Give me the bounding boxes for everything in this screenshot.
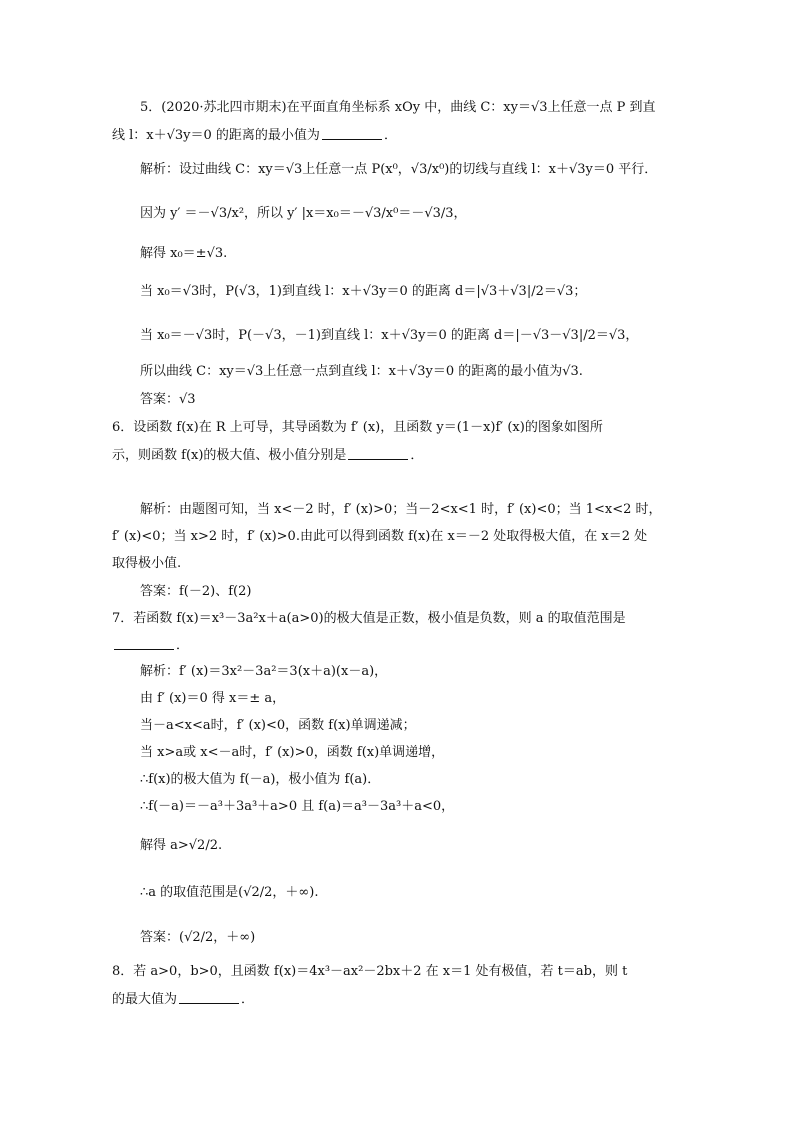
answer-blank[interactable] <box>114 637 174 650</box>
q6-answer: 答案：f(－2)、f(2) <box>140 584 252 599</box>
q5-analysis6: 所以曲线 C：xy＝√3上任意一点到直线 l：x＋√3y＝0 的距离的最小值为√3. <box>140 364 583 379</box>
q5-line2 <box>112 126 397 146</box>
q6-line1: 6．设函数 f(x)在 R 上可导，其导函数为 f′ (x)，且函数 y＝(1－x)f′ (x)的图象如图所 <box>112 420 603 435</box>
q6-analysis3: 取得极小值. <box>112 556 182 571</box>
q5-line2-text: 线 l：x＋√3y＝0 的距离的最小值为 <box>112 128 320 143</box>
q5-analysis2: 因为 y′ ＝－√3/x²，所以 y′ |x＝x₀＝－√3/x⁰＝－√3/3， <box>140 206 467 221</box>
q7-line2 <box>112 636 189 656</box>
q7-analysis4: 当 x>a或 x<－a时，f′ (x)>0，函数 f(x)单调递增， <box>140 745 445 760</box>
q6-line2 <box>112 446 423 466</box>
q8-line2-text: 的最大值为 <box>112 992 178 1007</box>
q5-analysis1: 解析：设过曲线 C：xy＝√3上任意一点 P(x⁰，√3/x⁰)的切线与直线 l：x＋√3y＝0 平行． <box>140 162 658 177</box>
q7-analysis8: ∴a 的取值范围是(√2/2，＋∞). <box>140 885 319 900</box>
q7-analysis1: 解析：f′ (x)＝3x²－3a²＝3(x＋a)(x－a)， <box>140 664 388 679</box>
q5-answer: 答案：√3 <box>140 392 196 407</box>
q7-line1: 7．若函数 f(x)＝x³－3a²x＋a(a>0)的极大值是正数，极小值是负数，则 a 的取值范围是 <box>112 611 626 626</box>
q7-analysis7: 解得 a>√2/2. <box>140 838 223 853</box>
q8-line2 <box>112 990 254 1010</box>
q7-analysis2: 由 f′ (x)＝0 得 x＝± a， <box>140 691 286 706</box>
q5-analysis3: 解得 x₀＝±√3. <box>140 246 228 261</box>
q6-analysis1: 解析：由题图可知，当 x<－2 时，f′ (x)>0；当－2<x<1 时，f′ (x)<0；当 1<x<2 时， <box>140 502 662 517</box>
q7-analysis5: ∴f(x)的极大值为 f(－a)，极小值为 f(a)． <box>140 772 381 787</box>
q7-answer: 答案：(√2/2，＋∞) <box>140 930 256 945</box>
q5-analysis4: 当 x₀＝√3时，P(√3，1)到直线 l：x＋√3y＝0 的距离 d＝|√3＋√3|/2＝√3； <box>140 284 587 299</box>
period: ． <box>383 128 397 143</box>
period: ． <box>176 638 190 653</box>
q6-line2-text: 示，则函数 f(x)的极大值、极小值分别是 <box>112 448 347 463</box>
q8-line1: 8．若 a>0，b>0，且函数 f(x)＝4x³－ax²－2bx＋2 在 x＝1 处有极值，若 t＝ab，则 t <box>112 964 628 979</box>
answer-blank[interactable] <box>179 991 239 1004</box>
q6-analysis2: f′ (x)<0；当 x>2 时，f′ (x)>0.由此可以得到函数 f(x)在 x＝－2 处取得极大值，在 x＝2 处 <box>112 529 648 544</box>
q5-analysis5: 当 x₀＝－√3时，P(－√3，－1)到直线 l：x＋√3y＝0 的距离 d＝|－√3－√3|/2＝√3， <box>140 328 639 343</box>
answer-blank[interactable] <box>348 447 408 460</box>
q5-line1: 5．(2020·苏北四市期末)在平面直角坐标系 xOy 中，曲线 C：xy＝√3上任意一点 P 到直 <box>140 100 656 115</box>
q7-analysis3: 当－a<x<a时，f′ (x)<0，函数 f(x)单调递减； <box>140 718 416 733</box>
period: ． <box>241 992 255 1007</box>
answer-blank[interactable] <box>322 127 382 140</box>
period: ． <box>410 448 424 463</box>
q7-analysis6: ∴f(－a)＝－a³＋3a³＋a>0 且 f(a)＝a³－3a³＋a<0， <box>140 799 455 814</box>
